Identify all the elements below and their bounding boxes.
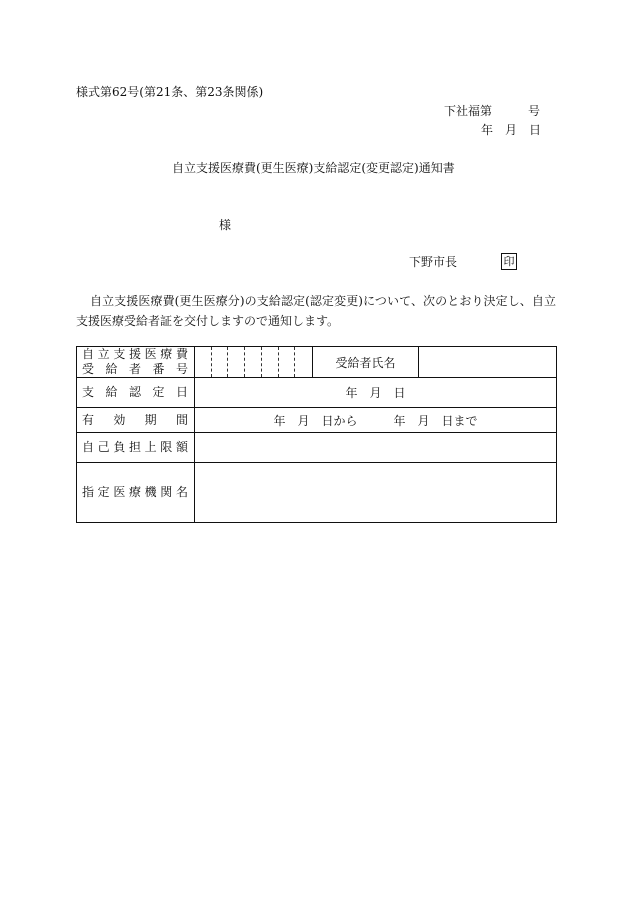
recipient-name-field[interactable] xyxy=(419,347,557,378)
label-line-2: 受 給 者 番 号 xyxy=(82,362,188,376)
seal-stamp: 印 xyxy=(501,253,517,270)
table-row xyxy=(77,463,557,523)
digit-box[interactable] xyxy=(295,347,311,377)
validity-period-label: 有 効 期 間 xyxy=(77,408,195,433)
document-number-label: 下社福第 xyxy=(444,104,493,118)
recipient-number-label xyxy=(77,347,195,378)
table-row xyxy=(77,347,557,378)
recipient-name-label: 受給者氏名 xyxy=(313,347,419,378)
issuer-name: 下野市長 xyxy=(409,255,458,269)
certificate-table xyxy=(76,346,557,523)
table-row xyxy=(77,433,557,463)
designated-institution-field[interactable] xyxy=(195,463,557,523)
issue-date-month: 月 xyxy=(505,123,518,137)
approval-date-label: 支 給 認 定 日 xyxy=(77,378,195,408)
form-number-label: 様式第62号(第21条、第23条関係) xyxy=(76,85,264,99)
validity-period-field[interactable]: 年 月 日から 年 月 日まで xyxy=(195,408,557,433)
digit-box[interactable] xyxy=(228,347,245,377)
recipient-number-digits xyxy=(195,347,311,377)
recipient-number-field[interactable] xyxy=(195,347,313,378)
table-row xyxy=(77,378,557,408)
digit-box[interactable] xyxy=(279,347,296,377)
copay-limit-label: 自 己 負 担 上 限 額 xyxy=(77,433,195,463)
approval-date-field[interactable]: 年 月 日 xyxy=(195,378,557,408)
digit-box[interactable] xyxy=(262,347,279,377)
digit-box[interactable] xyxy=(195,347,212,377)
digit-box[interactable] xyxy=(212,347,229,377)
document-title: 自立支援医療費(更生医療)支給認定(変更認定)通知書 xyxy=(172,161,455,175)
recipient-honorific: 様 xyxy=(219,218,232,232)
designated-institution-label: 指 定 医 療 機 関 名 xyxy=(77,463,195,523)
table-row xyxy=(77,408,557,433)
label-line-1: 自 立 支 援 医 療 費 xyxy=(82,347,188,361)
document-number-suffix: 号 xyxy=(528,104,541,118)
issue-date-year: 年 xyxy=(481,123,494,137)
issue-date-day: 日 xyxy=(529,123,542,137)
copay-limit-field[interactable] xyxy=(195,433,557,463)
digit-box[interactable] xyxy=(245,347,262,377)
body-paragraph: 自立支援医療費(更生医療分)の支給認定(認定変更)について、次のとおり決定し、自立支援医療受給者証を交付しますので通知します。 xyxy=(76,294,556,328)
